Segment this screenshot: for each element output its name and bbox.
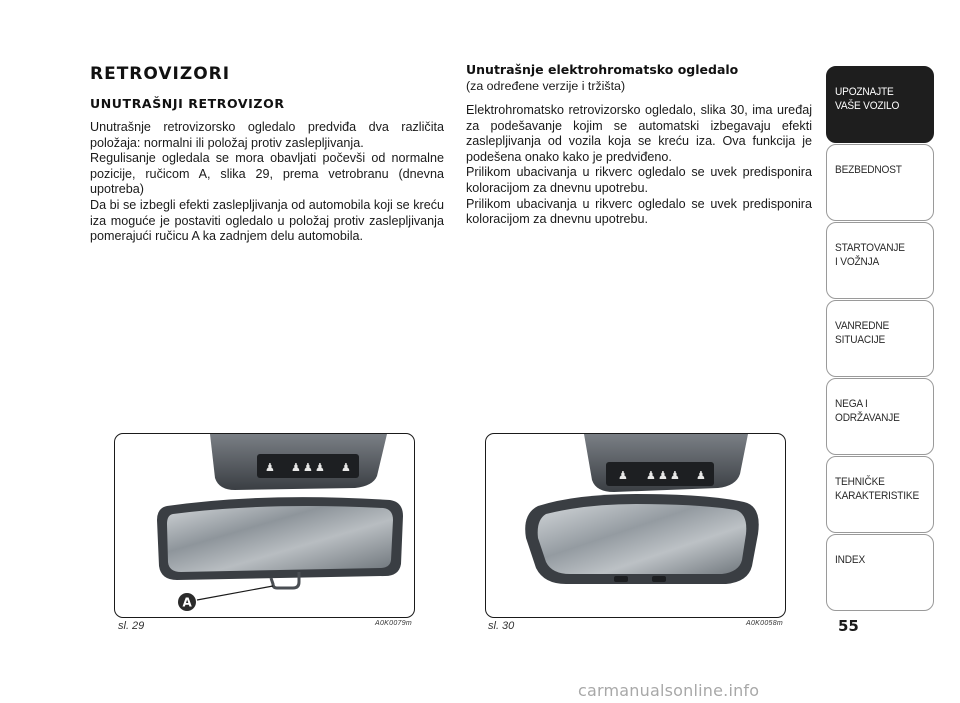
electrochromic-title: Unutrašnje elektrohromatsko ogledalo xyxy=(466,62,739,77)
svg-text:♟: ♟ xyxy=(315,461,325,474)
figure-30-caption: sl. 30 xyxy=(488,620,515,632)
electrochromic-subtitle: (za određene verzije i tržišta) xyxy=(466,79,626,93)
tab-label: SITUACIJE xyxy=(835,334,886,346)
lever-leader-line xyxy=(197,586,273,600)
page-number: 55 xyxy=(838,617,859,635)
mirror-glass xyxy=(167,506,393,572)
figure-29-rearview-mirror xyxy=(114,433,415,618)
tab-nega-i-odrzavanje[interactable] xyxy=(826,378,934,455)
svg-text:♟: ♟ xyxy=(265,461,275,474)
tab-label: VANREDNE xyxy=(835,320,890,332)
svg-text:♟: ♟ xyxy=(291,461,301,474)
mirror-button xyxy=(614,576,628,582)
left-paragraph: Regulisanje ogledala se mora obavljati počevši od normalne pozicije, ručicom A, slika 29, prema vetrobranu (dnevna upotreba) xyxy=(90,151,444,197)
right-paragraph: Prilikom ubacivanja u rikverc ogledalo se uvek predisponira koloracijom za dnevnu upotrebu. xyxy=(466,196,812,227)
section-subtitle: UNUTRAŠNJI RETROVIZOR xyxy=(90,96,285,111)
mirror-illustration xyxy=(115,434,415,618)
right-body xyxy=(466,103,812,228)
svg-text:♟: ♟ xyxy=(696,469,706,482)
label-a: A xyxy=(182,595,192,610)
tab-upoznajte-vase-vozilo[interactable] xyxy=(826,66,934,143)
figure-29-caption: sl. 29 xyxy=(118,620,145,632)
left-paragraph: Unutrašnje retrovizorsko ogledalo predviđa dva različita položaja: normalni ili položaj protiv zaslepljivanja. xyxy=(90,120,444,150)
tab-bezbednost[interactable] xyxy=(826,144,934,221)
tab-label: KARAKTERISTIKE xyxy=(835,490,920,502)
figure-30-code: A0K0058m xyxy=(746,620,784,627)
tab-label: NEGA I xyxy=(835,398,868,410)
svg-text:♟: ♟ xyxy=(670,469,680,482)
mirror-button xyxy=(652,576,666,582)
tab-label: VAŠE VOZILO xyxy=(835,100,900,112)
svg-text:♟: ♟ xyxy=(341,461,351,474)
right-paragraph: Elektrohromatsko retrovizorsko ogledalo, slika 30, ima uređaj za podešavanje kojim se automatski izbegavaju efekti zaslepljivanja od vozila koja se kreću iza. Ova funkcija je podešena onako kako je predviđeno. xyxy=(466,103,812,164)
section-title: RETROVIZORI xyxy=(90,64,231,84)
mirror-illustration xyxy=(486,434,786,618)
tab-vanredne-situacije[interactable] xyxy=(826,300,934,377)
tab-tehnicke-karakteristike[interactable] xyxy=(826,456,934,533)
figure-30-electrochromic-mirror xyxy=(485,433,786,618)
tab-startovanje-i-voznja[interactable] xyxy=(826,222,934,299)
mirror-glass xyxy=(538,504,747,574)
tab-index[interactable] xyxy=(826,534,934,611)
svg-text:♟: ♟ xyxy=(658,469,668,482)
chapter-sidebar xyxy=(826,66,934,612)
figure-29-code: A0K0079m xyxy=(375,620,413,627)
right-column xyxy=(466,62,812,228)
svg-text:♟: ♟ xyxy=(618,469,628,482)
svg-text:♟: ♟ xyxy=(303,461,313,474)
left-body xyxy=(90,120,444,245)
svg-text:♟: ♟ xyxy=(646,469,656,482)
tab-label: UPOZNAJTE xyxy=(835,86,894,98)
tab-label: STARTOVANJE xyxy=(835,242,905,254)
tab-label: I VOŽNJA xyxy=(835,256,880,268)
right-paragraph: Prilikom ubacivanja u rikverc ogledalo se uvek predisponira koloracijom za dnevnu upotrebu. xyxy=(466,165,812,195)
tab-label: INDEX xyxy=(835,554,866,566)
tab-label: BEZBEDNOST xyxy=(835,164,902,176)
left-column xyxy=(90,62,444,245)
watermark: carmanualsonline.info xyxy=(578,681,760,700)
left-paragraph: Da bi se izbegli efekti zaslepljivanja od automobila koji se kreću iza moguće je postaviti ogledalo u položaj protiv zaslepljivanja pomerajući ručicu A ka zadnjem delu automobila. xyxy=(90,197,444,244)
tab-label: ODRŽAVANJE xyxy=(835,412,900,424)
tab-label: TEHNIČKE xyxy=(835,476,885,488)
